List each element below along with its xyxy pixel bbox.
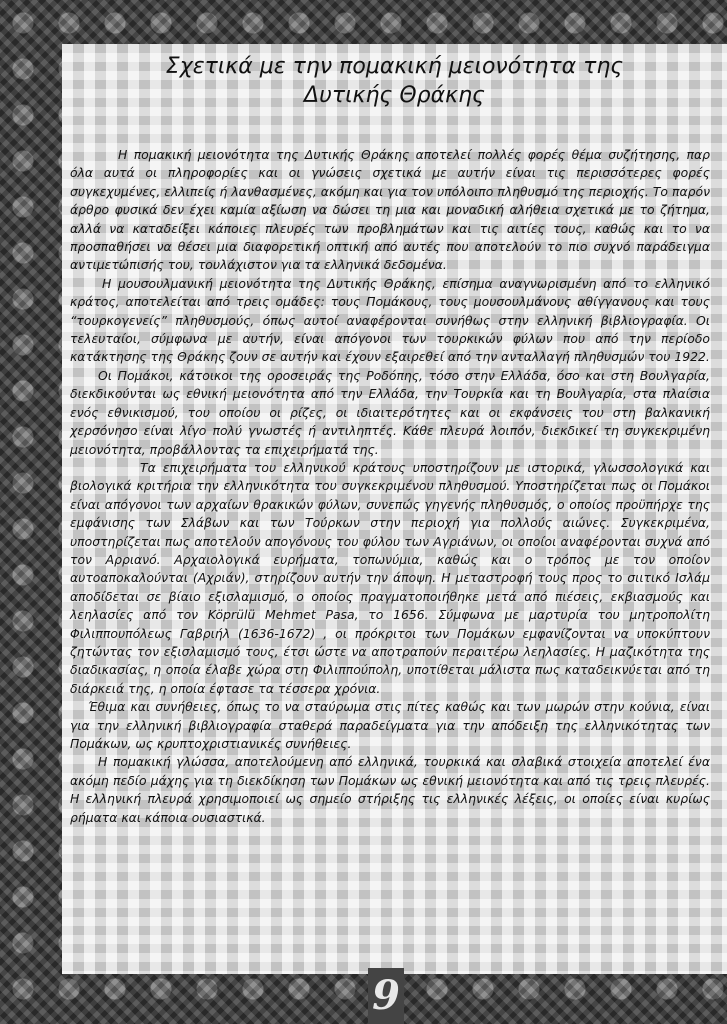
paragraph-6: Η πομακική γλώσσα, αποτελούμενη από ελληνικά, τουρκικά και σλαβικά στοιχεία αποτελεί ένα ακόμη πεδίο μάχης για τη διεκδίκηση των Πομάκων ως εθνική μειονότητα και από τις τρεις πλευρές. Η ελληνική πλευρά χρησιμοποιεί ως σημείο στήριξης τις ελληνικές λέξεις, οι οποίες είναι κυρίως ρήματα και κάποια ουσιαστικά. bbox=[70, 754, 710, 825]
paragraph-3: Οι Πομάκοι, κάτοικοι της οροσειράς της Ροδόπης, τόσο στην Ελλάδα, όσο και στη Βουλγαρία, διεκδικούνται ως εθνική μειονότητα από την Ελλάδα, την Τουρκία και τη Βουλγαρία, στα πλαίσια ενός εθνικισμού, του οποίου οι ρίζες, οι ιδιαιτερότητες και οι εκφάνσεις του στη βαλκανική χερσόνησο είναι λίγο πολύ γνωστές ή αντιληπτές. Κάθε πλευρά λοιπόν, διεκδικεί τη συγκεκριμένη μειονότητα, προβάλλοντας τα επιχειρήματά της. bbox=[70, 367, 710, 457]
article-title bbox=[62, 52, 727, 110]
article-title-line-2: Δυτικής Θράκης bbox=[304, 83, 485, 108]
paragraph-1: Η πομακική μειονότητα της Δυτικής Θράκης αποτελεί πολλές φορές θέμα συζήτησης, παρ όλα αυτά οι πληροφορίες και οι γνώσεις σχετικά με αυτήν είναι τις περισσότερες φορές συγκεχυμένες, ελλιπείς ή λανθασμένες, ακόμη και για τον υπόλοιπο πληθυσμό της περιοχής. Το παρόν άρθρο φυσικά δεν έχει καμία αξίωση να δώσει τη μια και μοναδική αλήθεια σχετικά με το ζήτημα, αλλά να καταδείξει κάποιες πλευρές των προβλημάτων και τις αιτίες τους, καθώς και το να προσπαθήσει να θέσει μια διαφορετική οπτική από αυτές που αποτελούν το πιο συχνό παράδειγμα αντιμετώπισής του, τουλάχιστον για τα ελληνικά δεδομένα. bbox=[70, 147, 710, 273]
page-number: 9 bbox=[368, 968, 404, 1024]
paragraph-4: Τα επιχειρήματα του ελληνικού κράτους υποστηρίζουν με ιστορικά, γλωσσολογικά και βιολογικά κριτήρια την ελληνικότητα του συγκεκριμένου πληθυσμού. Υποστηρίζεται πως οι Πομάκοι είναι απόγονοι των αρχαίων θρακικών φύλων, συνεπώς γηγενής πληθυσμός, ο οποίος προϋπήρχε της εμφάνισης των Σλάβων και των Τούρκων στην περιοχή για πολλούς αιώνες. Συγκεκριμένα, υποστηρίζεται πως αποτελούν απογόνους του φύλου των Αγριάνων, οι οποίοι αναφέρονται συχνά από τον Αρριανό. Αρχαιολογικά ευρήματα, τοπωνύμια, καθώς και ο τρόπος με τον οποίον αυτοαποκαλούνται (Αχριάν), στηρίζουν αυτήν την άποψη. Η μεταστροφή τους προς το σιιτικό Ισλάμ αποδίδεται σε βίαιο εξισλαμισμό, ο οποίος πραγματοποιήθηκε μετά από πιέσεις, εκβιασμούς και λεηλασίες από τον Köprülü Mehmet Pasa, το 1656. Σύμφωνα με μαρτυρία του μητροπολίτη Φιλιππουπόλεως Γαβριήλ (1636-1672) , οι πρόκριτοι των Πομάκων εμφανίζονται να υποκύπτουν ζητώντας τον εξισλαμισμό τους, έτσι ώστε να αποτραπούν περαιτέρω λεηλασίες. Η μαζικότητα της διαδικασίας, η οποία έλαβε χώρα στη Φιλιππούπολη, υποτίθεται μάλιστα πως καταδεικνύεται από τη διάρκειά της, η οποία έφτασε τα τέσσερα χρόνια. bbox=[70, 459, 710, 696]
paragraph-2: Η μουσουλμανική μειονότητα της Δυτικής Θράκης, επίσημα αναγνωρισμένη από το ελληνικό κράτος, αποτελείται από τρεις ομάδες: τους Πομάκους, τους μουσουλμάνους αθίγγανους και τους “τουρκογενείς” πληθυσμούς, όπως αυτοί αναφέρονται συνήθως στην ελληνική βιβλιογραφία. Οι τελευταίοι, σύμφωνα με αυτήν, είναι απόγονοι των τουρκικών φύλων που από την περίοδο κατάκτησης της Θράκης ζουν σε αυτήν και έχουν εξαιρεθεί από την ανταλλαγή πληθυσμών του 1922. bbox=[70, 275, 710, 365]
article-body bbox=[70, 146, 710, 827]
article-title-line-1: Σχετικά με την πομακική μειονότητα της bbox=[165, 54, 624, 79]
paragraph-5: Έθιμα και συνήθειες, όπως το να σταύρωμα στις πίτες καθώς και των μωρών στην κούνια, είναι για την ελληνική βιβλιογραφία σταθερά παραδείγματα για την απόδειξη της ελληνικότητας των Πομάκων, ως κρυπτοχριστιανικές συνήθειες. bbox=[70, 699, 710, 751]
